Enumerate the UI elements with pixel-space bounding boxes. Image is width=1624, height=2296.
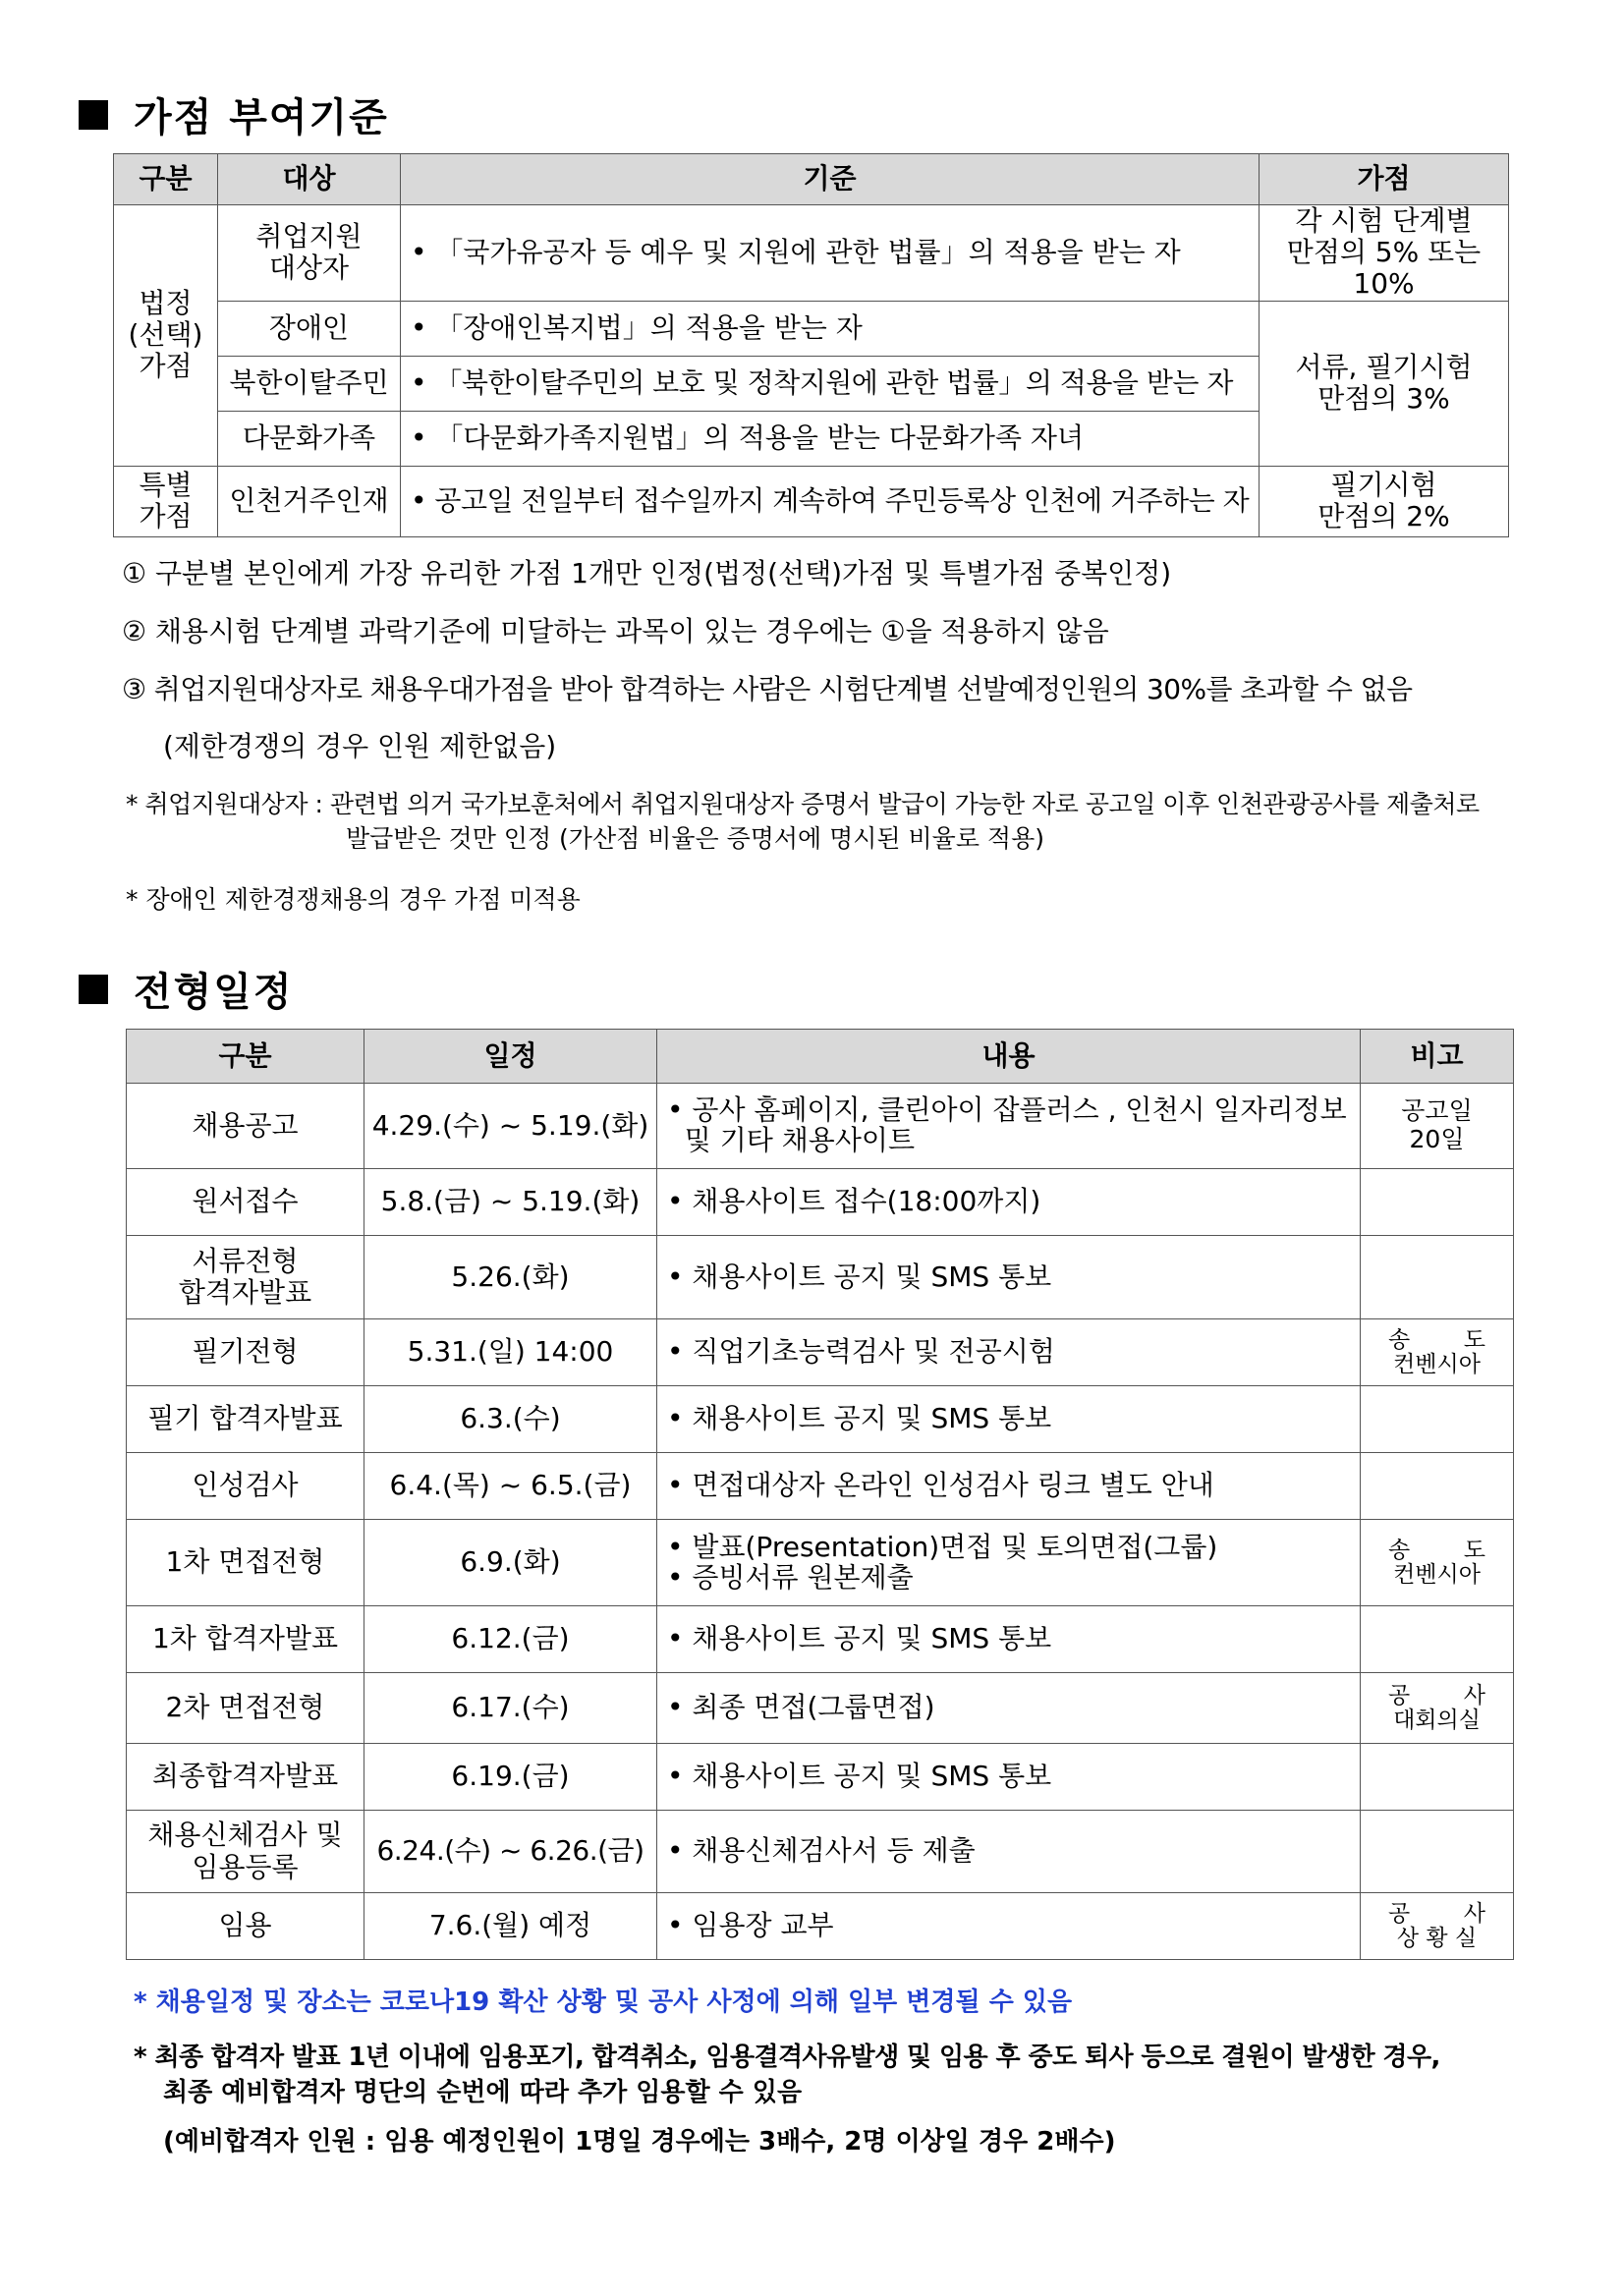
- date-cell: 4.29.(수) ~ 5.19.(화): [364, 1084, 657, 1169]
- content-cell: • 채용사이트 공지 및 SMS 통보: [657, 1386, 1361, 1453]
- note-cell: 공고일 20일: [1361, 1084, 1514, 1169]
- header-points: 가점: [1260, 154, 1509, 205]
- criteria-cell: • 「북한이탈주민의 보호 및 정착지원에 관한 법률」의 적용을 받는 자: [401, 356, 1260, 411]
- note-bottom: 컨벤시아: [1393, 1561, 1481, 1588]
- content-cell: • 채용사이트 공지 및 SMS 통보: [657, 1236, 1361, 1319]
- target-cell: 인천거주인재: [218, 466, 401, 536]
- note-cell: [1361, 1520, 1514, 1606]
- note-bottom: 컨벤시아: [1393, 1351, 1481, 1377]
- stage-cell: 2차 면접전형: [127, 1673, 364, 1744]
- stage-cell: 필기전형: [127, 1319, 364, 1386]
- points-cell: 필기시험 만점의 2%: [1260, 466, 1509, 536]
- stage-cell: 1차 면접전형: [127, 1520, 364, 1606]
- footnote-label: * 취업지원대상자 :: [126, 790, 330, 818]
- date-cell: 5.8.(금) ~ 5.19.(화): [364, 1169, 657, 1236]
- note-bottom: 상 황 실: [1396, 1925, 1478, 1951]
- note-cell: [1361, 1169, 1514, 1236]
- points-cell: 각 시험 단계별 만점의 5% 또는 10%: [1260, 205, 1509, 302]
- date-cell: 6.4.(목) ~ 6.5.(금): [364, 1453, 657, 1520]
- group-legal: 법정 (선택) 가점: [114, 205, 218, 467]
- note-cell: [1361, 1236, 1514, 1319]
- note-cell: [1361, 1673, 1514, 1744]
- header-criteria: 기준: [401, 154, 1260, 205]
- note-top: 송 도: [1388, 1327, 1485, 1354]
- bonus-note-4: (제한경쟁의 경우 인원 제한없음): [163, 730, 557, 762]
- date-cell: 5.31.(일) 14:00: [364, 1319, 657, 1386]
- section-title-schedule: 전형일정: [79, 961, 294, 1017]
- footnote-veterans: [126, 789, 1480, 821]
- content-cell: • 채용신체검사서 등 제출: [657, 1811, 1361, 1893]
- criteria-cell: • 「국가유공자 등 예우 및 지원에 관한 법률」의 적용을 받는 자: [401, 205, 1260, 302]
- note-cell: [1361, 1606, 1514, 1673]
- header-target: 대상: [218, 154, 401, 205]
- header-category: 구분: [114, 154, 218, 205]
- content-cell: [657, 1084, 1361, 1169]
- header-stage: 구분: [127, 1030, 364, 1084]
- header-note: 비고: [1361, 1030, 1514, 1084]
- date-cell: 6.17.(수): [364, 1673, 657, 1744]
- stage-cell: 1차 합격자발표: [127, 1606, 364, 1673]
- date-cell: 7.6.(월) 예정: [364, 1893, 657, 1960]
- header-date: 일정: [364, 1030, 657, 1084]
- note-cell: [1361, 1386, 1514, 1453]
- date-cell: 6.12.(금): [364, 1606, 657, 1673]
- content-line: 및 기타 채용사이트: [667, 1124, 915, 1156]
- content-line: • 발표(Presentation)면접 및 토의면접(그룹): [667, 1530, 1218, 1563]
- target-cell: 북한이탈주민: [218, 356, 401, 411]
- square-bullet-icon: [79, 975, 108, 1004]
- schedule-note-line2: 최종 예비합격자 명단의 순번에 따라 추가 임용할 수 있음: [163, 2078, 803, 2107]
- content-cell: • 최종 면접(그룹면접): [657, 1673, 1361, 1744]
- date-cell: 6.3.(수): [364, 1386, 657, 1453]
- bonus-note-2: ② 채용시험 단계별 과락기준에 미달하는 과목이 있는 경우에는 ①을 적용하지 않음: [122, 615, 1109, 647]
- date-cell: 6.19.(금): [364, 1744, 657, 1811]
- content-cell: • 채용사이트 공지 및 SMS 통보: [657, 1606, 1361, 1673]
- stage-cell: 서류전형 합격자발표: [127, 1236, 364, 1319]
- content-cell: • 면접대상자 온라인 인성검사 링크 별도 안내: [657, 1453, 1361, 1520]
- content-cell: • 채용사이트 접수(18:00까지): [657, 1169, 1361, 1236]
- stage-cell: 채용신체검사 및 임용등록: [127, 1811, 364, 1893]
- content-cell: • 채용사이트 공지 및 SMS 통보: [657, 1744, 1361, 1811]
- footnote-disability: * 장애인 제한경쟁채용의 경우 가점 미적용: [126, 885, 581, 914]
- date-cell: 6.9.(화): [364, 1520, 657, 1606]
- stage-cell: 인성검사: [127, 1453, 364, 1520]
- target-cell: 취업지원 대상자: [218, 205, 401, 302]
- date-cell: 5.26.(화): [364, 1236, 657, 1319]
- content-line: • 공사 홈페이지, 클린아이 잡플러스 , 인천시 일자리정보: [667, 1093, 1347, 1127]
- stage-cell: 임용: [127, 1893, 364, 1960]
- footnote-text-line2: 발급받은 것만 인정 (가산점 비율은 증명서에 명시된 비율로 적용): [346, 824, 1044, 853]
- note-cell: [1361, 1319, 1514, 1386]
- schedule-note-line3: (예비합격자 인원 : 임용 예정인원이 1명일 경우에는 3배수, 2명 이상일 경우 2배수): [163, 2127, 1116, 2156]
- note-cell: [1361, 1893, 1514, 1960]
- target-cell: 장애인: [218, 301, 401, 356]
- note-top: 송 도: [1388, 1538, 1485, 1564]
- note-top: 공 사: [1388, 1683, 1485, 1709]
- note-cell: [1361, 1811, 1514, 1893]
- criteria-cell: • 공고일 전일부터 접수일까지 계속하여 주민등록상 인천에 거주하는 자: [401, 466, 1260, 536]
- note-bottom: 대회의실: [1393, 1707, 1481, 1733]
- group-special: 특별 가점: [114, 466, 218, 536]
- stage-cell: 필기 합격자발표: [127, 1386, 364, 1453]
- stage-cell: 채용공고: [127, 1084, 364, 1169]
- content-cell: • 임용장 교부: [657, 1893, 1361, 1960]
- schedule-note-blue: * 채용일정 및 장소는 코로나19 확산 상황 및 공사 사정에 의해 일부 변경될 수 있음: [134, 1988, 1073, 2017]
- bonus-note-3: ③ 취업지원대상자로 채용우대가점을 받아 합격하는 사람은 시험단계별 선발예정인원의 30%를 초과할 수 없음: [122, 673, 1413, 705]
- content-cell: [657, 1520, 1361, 1606]
- criteria-cell: • 「장애인복지법」의 적용을 받는 자: [401, 301, 1260, 356]
- criteria-cell: • 「다문화가족지원법」의 적용을 받는 다문화가족 자녀: [401, 411, 1260, 466]
- bonus-note-1: ① 구분별 본인에게 가장 유리한 가점 1개만 인정(법정(선택)가점 및 특별가점 중복인정): [122, 557, 1172, 589]
- section-title-bonus: 가점 부여기준: [79, 86, 389, 142]
- schedule-note-line1: * 최종 합격자 발표 1년 이내에 임용포기, 합격취소, 임용결격사유발생 및 임용 후 중도 퇴사 등으로 결원이 발생한 경우,: [134, 2043, 1440, 2072]
- note-cell: [1361, 1744, 1514, 1811]
- note-cell: [1361, 1453, 1514, 1520]
- bonus-table: [113, 153, 1509, 537]
- header-content: 내용: [657, 1030, 1361, 1084]
- footnote-text-line1: 관련법 의거 국가보훈처에서 취업지원대상자 증명서 발급이 가능한 자로 공고일 이후 인천관광공사를 제출처로: [329, 790, 1480, 818]
- stage-cell: 최종합격자발표: [127, 1744, 364, 1811]
- stage-cell: 원서접수: [127, 1169, 364, 1236]
- content-line: • 증빙서류 원본제출: [667, 1560, 914, 1594]
- points-cell-shared: 서류, 필기시험 만점의 3%: [1260, 301, 1509, 466]
- date-cell: 6.24.(수) ~ 6.26.(금): [364, 1811, 657, 1893]
- content-cell: • 직업기초능력검사 및 전공시험: [657, 1319, 1361, 1386]
- note-top: 공 사: [1388, 1901, 1485, 1928]
- target-cell: 다문화가족: [218, 411, 401, 466]
- schedule-table: [126, 1029, 1514, 1960]
- square-bullet-icon: [79, 100, 108, 130]
